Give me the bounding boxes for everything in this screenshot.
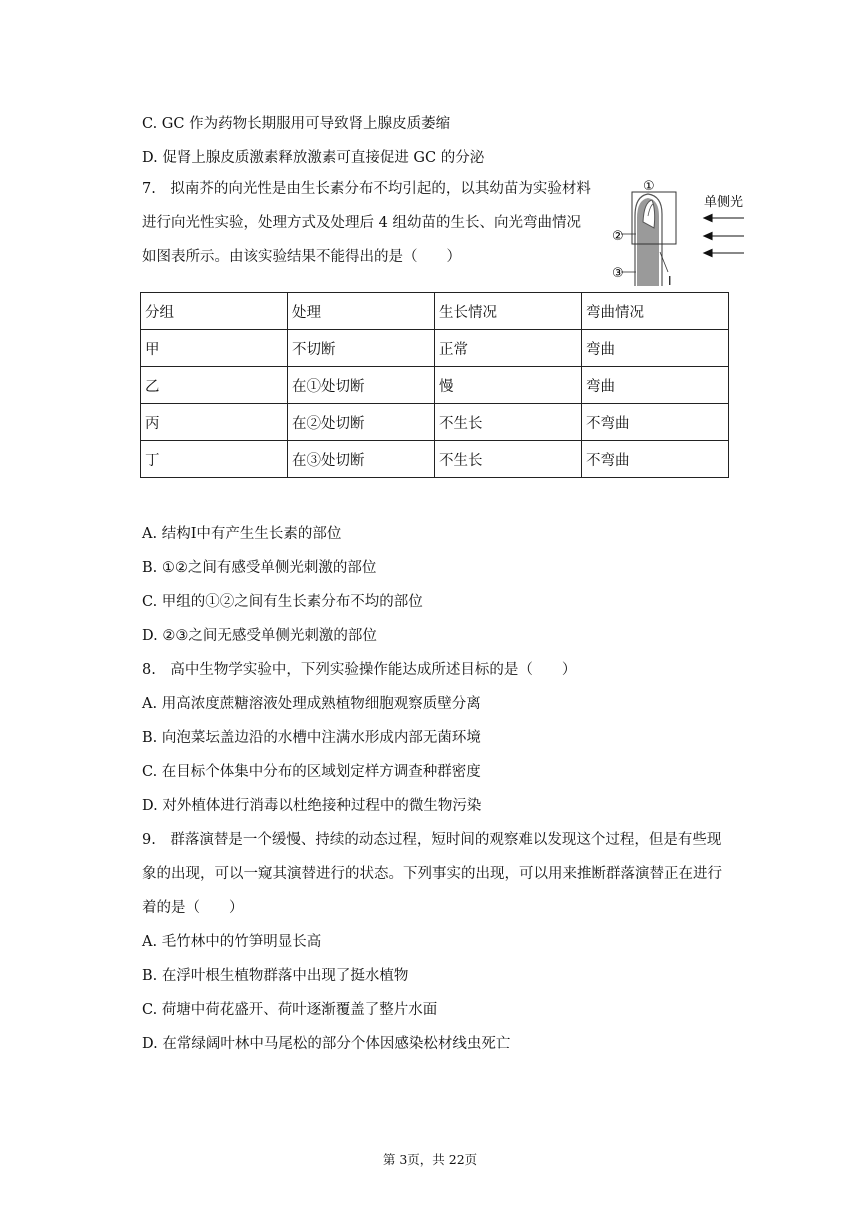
q8-stem: 8. 高中生物学实验中，下列实验操作能达成所述目标的是（ ） [142,662,577,678]
table-cell: 不生长 [435,404,582,441]
q8-option-c: C. 在目标个体集中分布的区域划定样方调查种群密度 [142,764,481,780]
q7-stem [142,172,622,274]
table-cell: 不切断 [288,330,435,367]
light-label: 单侧光 [704,195,744,210]
table-header-cell: 处理 [288,293,435,330]
q7-option-a: A. 结构I中有产生生长素的部位 [142,526,342,542]
q7-option-d: D. ②③之间无感受单侧光刺激的部位 [142,628,377,644]
table-cell: 在③处切断 [288,441,435,478]
table-row [141,330,729,367]
light-arrows [704,215,744,257]
table-header-row [141,293,729,330]
page-footer: 第 3页，共 22页 [382,1152,478,1167]
table-cell: 慢 [435,367,582,404]
q7-stem-line: 进行向光性实验，处理方式及处理后 4 组幼苗的生长、向光弯曲情况 [142,215,581,231]
label-structure-i: I [668,274,672,288]
marker-3: ③ [612,266,624,281]
q9-stem-line: 9. 群落演替是一个缓慢、持续的动态过程，短时间的观察难以发现这个过程，但是有些现 [142,832,722,848]
q9-option-b: B. 在浮叶根生植物群落中出现了挺水植物 [142,968,409,984]
table-cell: 弯曲 [582,330,729,367]
table-row [141,404,729,441]
q7-stem-line: 如图表所示。由该实验结果不能得出的是（ ） [142,249,461,265]
q6-option-c: C. GC 作为药物长期服用可导致肾上腺皮质萎缩 [142,116,451,132]
seedling-figure [612,176,762,288]
q7-table [140,292,729,478]
table-header-cell: 弯曲情况 [582,293,729,330]
q7-option-c: C. 甲组的①②之间有生长素分布不均的部位 [142,594,423,610]
table-cell: 在②处切断 [288,404,435,441]
q8-option-b: B. 向泡菜坛盖边沿的水槽中注满水形成内部无菌环境 [142,730,481,746]
q6-option-d: D. 促肾上腺皮质激素释放激素可直接促进 GC 的分泌 [142,150,485,166]
table-cell: 乙 [141,367,288,404]
table-cell: 弯曲 [582,367,729,404]
q9-stem-line: 象的出现，可以一窥其演替进行的状态。下列事实的出现，可以用来推断群落演替正在进行 [142,866,722,882]
table-cell: 甲 [141,330,288,367]
table-cell: 在①处切断 [288,367,435,404]
table-row [141,441,729,478]
q7-option-b: B. ①②之间有感受单侧光刺激的部位 [142,560,377,576]
q9-option-c: C. 荷塘中荷花盛开、荷叶逐渐覆盖了整片水面 [142,1002,438,1018]
table-cell: 丙 [141,404,288,441]
table-cell: 不弯曲 [582,404,729,441]
q9-option-a: A. 毛竹林中的竹笋明显长高 [142,934,322,950]
table-cell: 不生长 [435,441,582,478]
q8-option-d: D. 对外植体进行消毒以杜绝接种过程中的微生物污染 [142,798,482,814]
table-header-cell: 生长情况 [435,293,582,330]
table-row [141,367,729,404]
q9-option-d: D. 在常绿阔叶林中马尾松的部分个体因感染松材线虫死亡 [142,1036,511,1052]
q8-option-a: A. 用高浓度蔗糖溶液处理成熟植物细胞观察质壁分离 [142,696,481,712]
q7-stem-line: 7. 拟南芥的向光性是由生长素分布不均引起的，以其幼苗为实验材料 [142,181,591,197]
table-cell: 丁 [141,441,288,478]
table-cell: 不弯曲 [582,441,729,478]
table-cell: 正常 [435,330,582,367]
marker-2: ② [612,229,624,244]
q9-stem-line: 着的是（ ） [142,900,244,916]
marker-1: ① [643,179,655,194]
table-header-cell: 分组 [141,293,288,330]
